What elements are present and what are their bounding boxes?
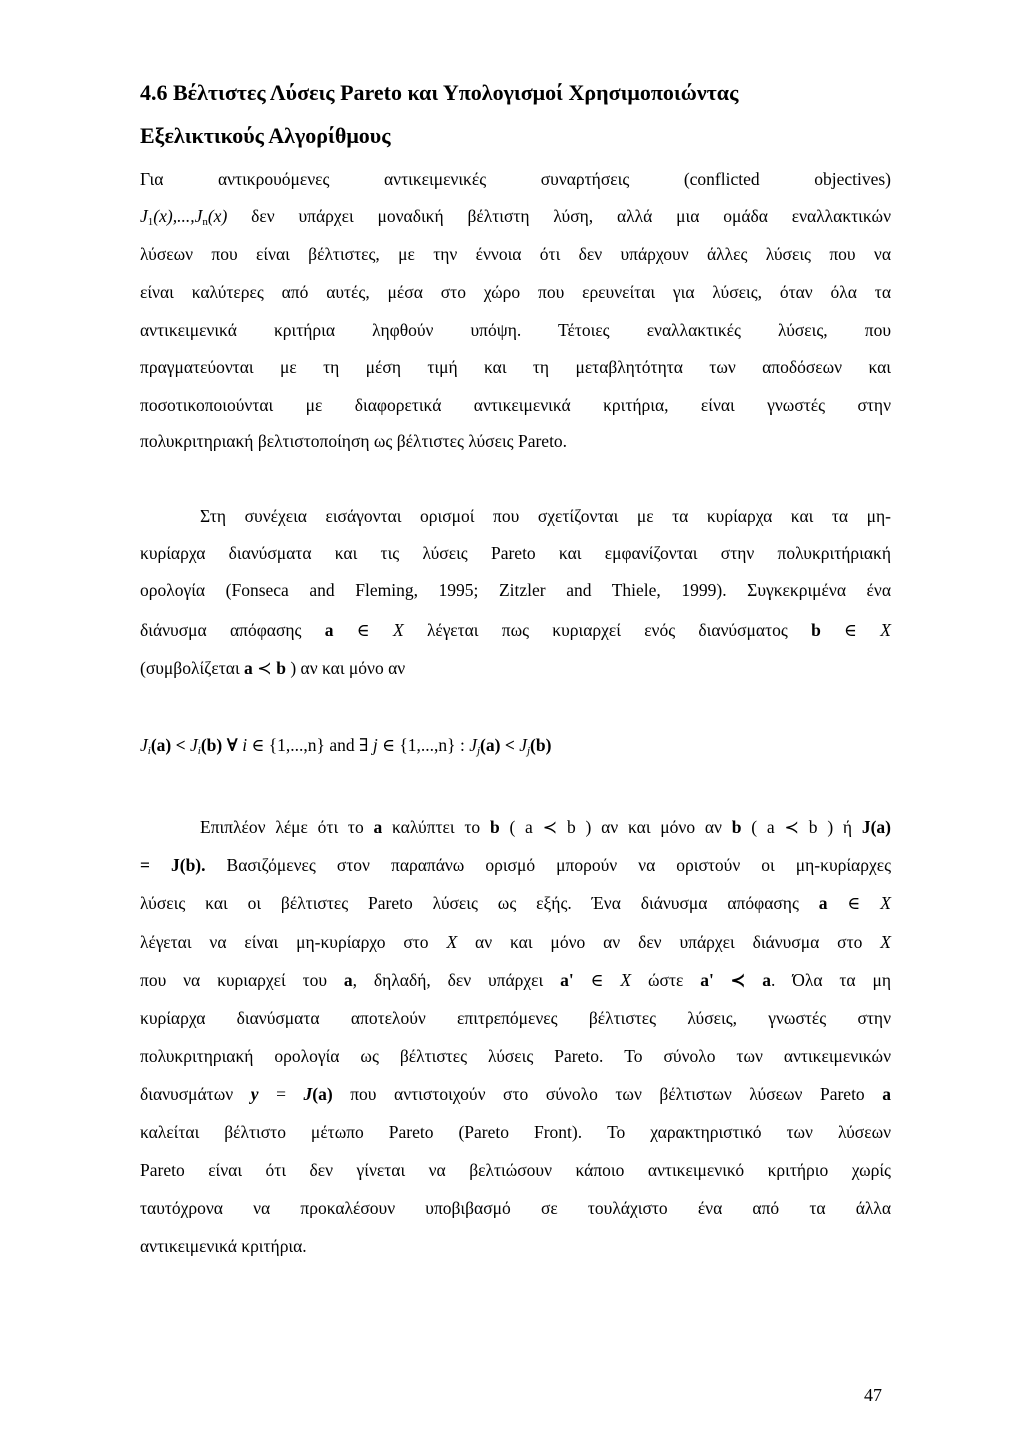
paragraph-1-line-1: Για αντικρουόμενες αντικειμενικές συναρτήσεις (conflicted objectives): [140, 169, 891, 189]
paragraph-3-line-7: πολυκριτηριακή ορολογία ως βέλτιστες λύσεις Pareto. Το σύνολο των αντικειμενικών: [140, 1046, 891, 1066]
paragraph-1-line-8: πολυκριτηριακή βελτιστοποίηση ως βέλτιστες λύσεις Pareto.: [140, 431, 568, 451]
dominance-formula: $J_i(a) < J_i(b)$ ∀ i ∈ {1,...,n} and ∃ j ∈ {1,...,n} : $J_j(a) < J_j(b)$: [140, 735, 552, 757]
paragraph-3-line-6: κυρίαρχα διανύσματα αποτελούν επιτρεπόμενες βέλτιστες λύσεις, γνωστές στην: [140, 1008, 891, 1028]
paragraph-3-line-5: που να κυριαρχεί του a, δηλαδή, δεν υπάρχει a' ∈ X ώστε a' ≺ a. Όλα τα μη: [140, 970, 891, 990]
paragraph-2-line-2: κυρίαρχα διανύσματα και τις λύσεις Pareto και εμφανίζονται στην πολυκριτήριακή: [140, 543, 891, 563]
paragraph-2-line-1: Στη συνέχεια εισάγονται ορισμοί που σχετίζονται με τα κυρίαρχα και τα μη-: [200, 506, 891, 526]
paragraph-1-line-7: ποσοτικοποιούνται με διαφορετικά αντικειμενικά κριτήρια, είναι γνωστές στην: [140, 395, 891, 415]
paragraph-3-line-2: = J(b). Βασιζόμενες στον παραπάνω ορισμό μπορούν να οριστούν οι μη-κυρίαρχες: [140, 855, 891, 875]
paragraph-1-line-3: λύσεων που είναι βέλτιστες, με την έννοια ότι δεν υπάρχουν άλλες λύσεις που να: [140, 244, 891, 264]
paragraph-3-line-8: διανυσμάτων y = J(a) που αντιστοιχούν στο σύνολο των βέλτιστων λύσεων Pareto a: [140, 1084, 891, 1104]
paragraph-2-line-4: διάνυσμα απόφασης a ∈ X λέγεται πως κυριαρχεί ενός διανύσματος b ∈ X: [140, 620, 891, 640]
paragraph-1-line-6: πραγματεύονται με τη μέση τιμή και τη μεταβλητότητα των αποδόσεων και: [140, 357, 891, 377]
paragraph-3-line-12: αντικειμενικά κριτήρια.: [140, 1236, 307, 1256]
paragraph-1-line-4: είναι καλύτερες από αυτές, μέσα στο χώρο που ερευνείται για λύσεις, όταν όλα τα: [140, 282, 891, 302]
paragraph-1-line-5: αντικειμενικά κριτήρια ληφθούν υπόψη. Τέτοιες εναλλακτικές λύσεις, που: [140, 320, 891, 340]
paragraph-2-line-5: (συμβολίζεται a ≺ b ) αν και μόνο αν: [140, 658, 406, 678]
paragraph-1-line-2: $J_1(x),...,J_n(x)$ δεν υπάρχει μοναδική βέλτιστη λύση, αλλά μια ομάδα εναλλακτικών: [140, 206, 891, 228]
section-heading-line-1: 4.6 Βέλτιστες Λύσεις Pareto και Υπολογισμοί Χρησιμοποιώντας: [140, 80, 739, 105]
section-heading-line-2: Εξελικτικούς Αλγορίθμους: [140, 123, 391, 148]
paragraph-3-line-3: λύσεις και οι βέλτιστες Pareto λύσεις ως εξής. Ένα διάνυσμα απόφασης a ∈ X: [140, 893, 891, 913]
paragraph-2-line-3: ορολογία (Fonseca and Fleming, 1995; Zitzler and Thiele, 1999). Συγκεκριμένα ένα: [140, 580, 891, 600]
paragraph-3-line-9: καλείται βέλτιστο μέτωπο Pareto (Pareto Front). Το χαρακτηριστικό των λύσεων: [140, 1122, 891, 1142]
page-number: 47: [864, 1385, 882, 1405]
paragraph-3-line-1: Επιπλέον λέμε ότι το a καλύπτει το b ( a ≺ b ) αν και μόνο αν b ( a ≺ b ) ή J(a): [200, 817, 891, 837]
paragraph-3-line-4: λέγεται να είναι μη-κυρίαρχο στο X αν και μόνο αν δεν υπάρχει διάνυσμα στο X: [140, 932, 891, 952]
paragraph-3-line-11: ταυτόχρονα να προκαλέσουν υποβιβασμό σε τουλάχιστο ένα από τα άλλα: [140, 1198, 891, 1218]
paragraph-3-line-10: Pareto είναι ότι δεν γίνεται να βελτιώσουν κάποιο αντικειμενικό κριτήριο χωρίς: [140, 1160, 891, 1180]
